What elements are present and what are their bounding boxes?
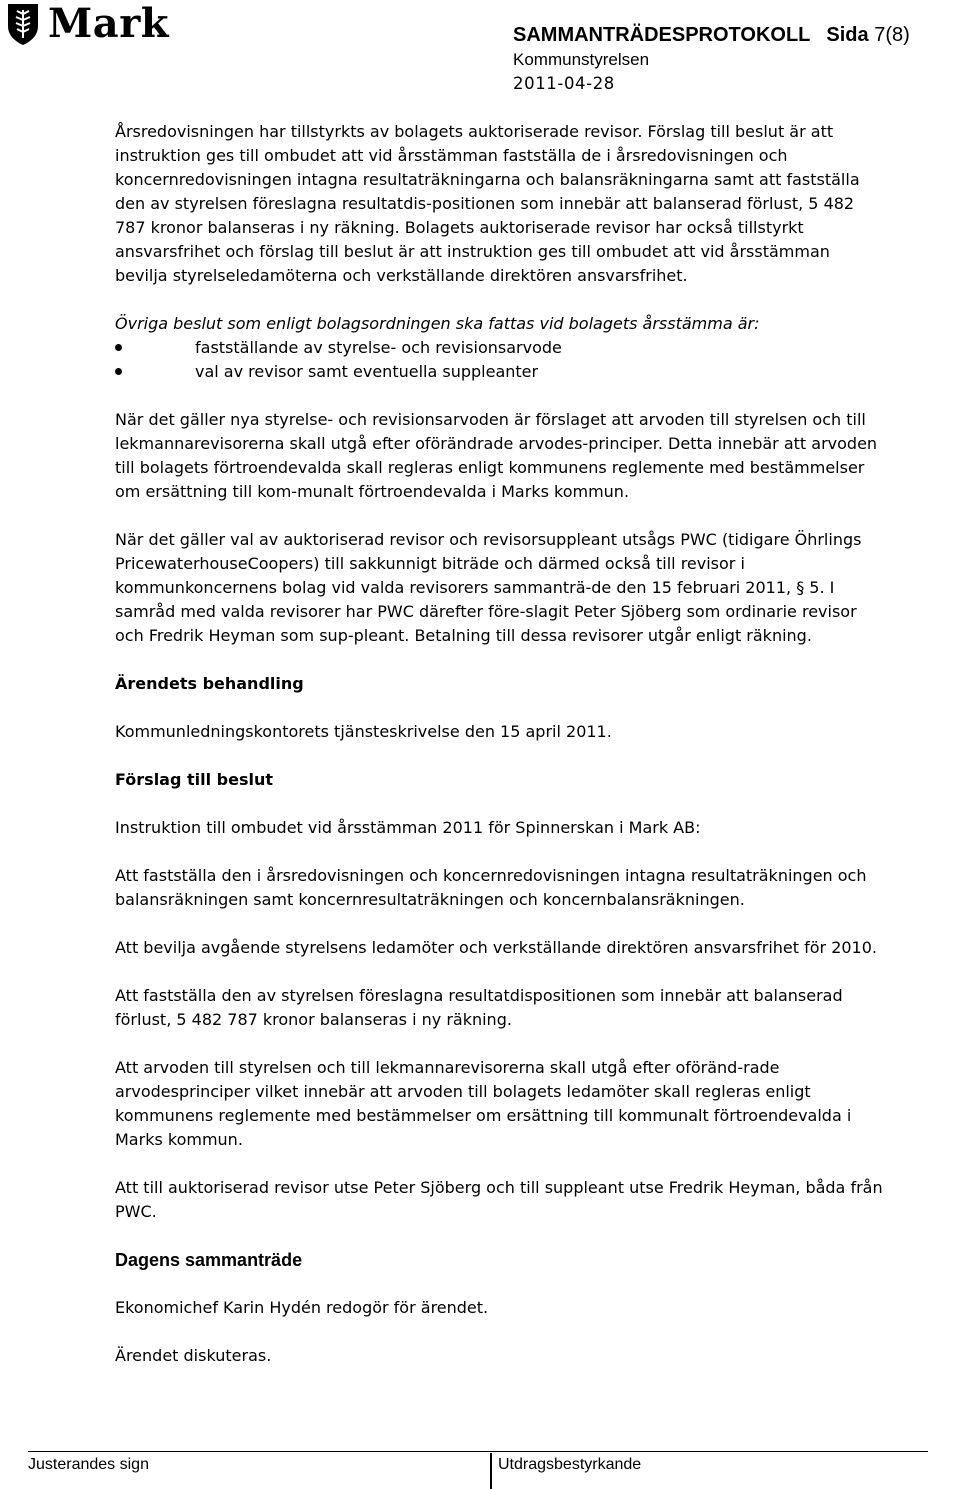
heading-dagens-sammantrade: Dagens sammanträde	[115, 1250, 303, 1270]
page-label: Sida	[826, 24, 869, 46]
logo-wordmark: Mark	[48, 0, 169, 47]
paragraph-dagens: Ekonomichef Karin Hydén redogör för ärendet.	[115, 1298, 489, 1317]
committee-name: Kommunstyrelsen	[513, 50, 650, 69]
document-title: SAMMANTRÄDESPROTOKOLL	[513, 24, 811, 46]
decision-list	[115, 336, 885, 384]
paragraph-arvoden: När det gäller nya styrelse- och revisionsarvoden är förslaget att arvoden till styrelsen och till lekmannarevisorerna skall utgå efter oförändrade arvodes-principer. Detta innebär att arvoden till bolagets förtroendevalda skall regleras enligt kommunens reglemente med bestämmelser om ersättning till kom-munalt förtroendevalda i Marks kommun.	[115, 410, 878, 501]
paragraph-att-arvoden: Att arvoden till styrelsen och till lekmannarevisorerna skall utgå efter oföränd-rade arvodesprinciper vilket innebär att arvoden till bolagets ledamöter skall regleras enligt kommunens reglemente med bestämmelser om ersättning till kommunalt förtroendevalda i Marks kommun.	[115, 1058, 852, 1149]
signature-footer	[28, 1453, 928, 1487]
paragraph-revisor: När det gäller val av auktoriserad revisor och revisorsuppleant utsågs PWC (tidigare Öhrlings PricewaterhouseCoopers) till sakkunnigt biträde och därmed också till revisor i kommunkoncernens bolag vid valda revisorers sammanträ-de den 15 februari 2011, § 5. I samråd med valda revisorer har PWC därefter före-slagit Peter Sjöberg som ordinarie revisor och Fredrik Heyman som sup-pleant. Betalning till dessa revisorer utgår enligt räkning.	[115, 530, 862, 645]
document-body	[115, 120, 885, 1392]
document-header	[513, 22, 910, 96]
footer-rule	[28, 1451, 928, 1452]
paragraph-ovriga-beslut: Övriga beslut som enligt bolagsordningen ska fattas vid bolagets årsstämma är:	[115, 314, 760, 333]
heading-arendets-behandling: Ärendets behandling	[115, 674, 304, 693]
paragraph-att-revisor: Att till auktoriserad revisor utse Peter Sjöberg och till suppleant utse Fredrik Heyman, båda från PWC.	[115, 1178, 883, 1221]
list-item: fastställande av styrelse- och revisionsarvode	[115, 336, 885, 360]
coat-of-arms-icon	[6, 2, 40, 46]
municipality-logo	[6, 2, 169, 46]
footer-divider	[490, 1453, 492, 1489]
paragraph-arendets: Kommunledningskontorets tjänsteskrivelse den 15 april 2011.	[115, 722, 612, 741]
meeting-date: 2011-04-28	[513, 74, 615, 93]
adjusters-signature-label: Justerandes sign	[28, 1456, 149, 1473]
heading-forslag-till-beslut: Förslag till beslut	[115, 770, 274, 789]
paragraph-forslag: Instruktion till ombudet vid årsstämman 2011 för Spinnerskan i Mark AB:	[115, 818, 701, 837]
paragraph-att-faststalla-redovisning: Att fastställa den i årsredovisningen och koncernredovisningen intagna resultaträkningen och balansräkningen samt koncernresultaträkningen och koncernbalansräkningen.	[115, 866, 867, 909]
paragraph-att-bevilja: Att bevilja avgående styrelsens ledamöter och verkställande direktören ansvarsfrihet för 2010.	[115, 938, 877, 957]
paragraph-diskuteras: Ärendet diskuteras.	[115, 1346, 272, 1365]
paragraph-arsredovisning: Årsredovisningen har tillstyrkts av bolagets auktoriserade revisor. Förslag till beslut är att instruktion ges till ombudet att vid årsstämman fastställa de i årsredovisningen och koncernredovisningen intagna resultaträkningarna och balansräkningarna samt att fastställa den av styrelsen föreslagna resultatdis-positionen som innebär att balanserad förlust, 5 482 787 kronor balanseras i ny räkning. Bolagets auktoriserade revisor har också tillstyrkt ansvarsfrihet och förslag till beslut är att instruktion ges till ombudet att vid årsstämman bevilja styrelseledamöterna och verkställande direktören ansvarsfrihet.	[115, 122, 860, 285]
extract-certification-label: Utdragsbestyrkande	[498, 1456, 642, 1473]
list-item: val av revisor samt eventuella suppleanter	[115, 360, 885, 384]
paragraph-att-faststalla-disposition: Att fastställa den av styrelsen föreslagna resultatdispositionen som innebär att balanserad förlust, 5 482 787 kronor balanseras i ny räkning.	[115, 986, 843, 1029]
bullet-icon	[115, 368, 122, 375]
bullet-icon	[115, 344, 122, 351]
page-number: 7(8)	[874, 24, 910, 46]
